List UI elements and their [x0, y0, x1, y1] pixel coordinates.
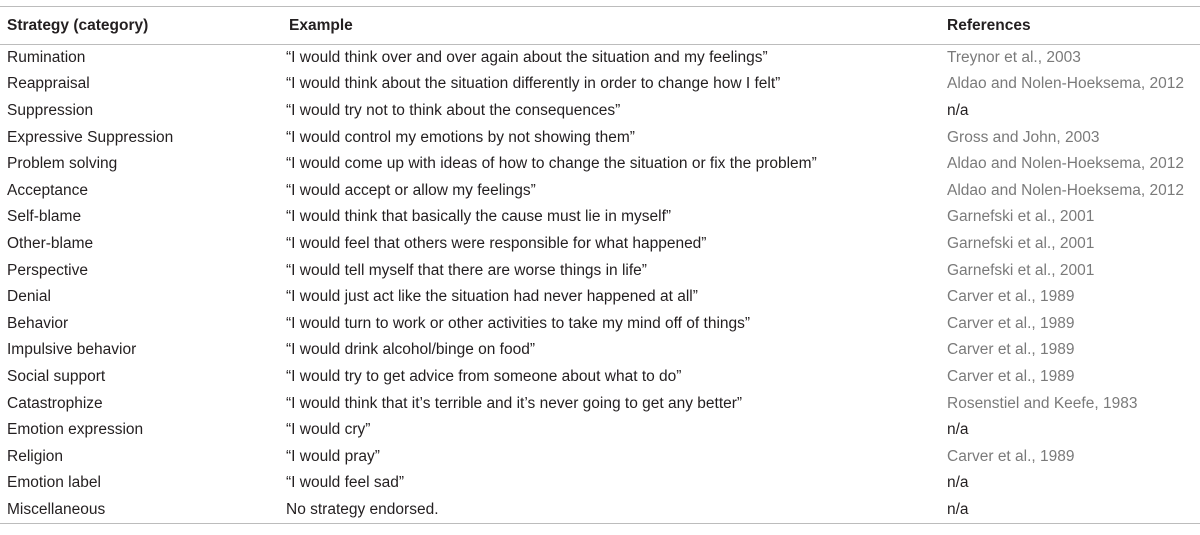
- reference-cell: Treynor et al., 2003: [947, 49, 1081, 67]
- example-cell: “I would think about the situation differently in order to change how I felt”: [286, 75, 781, 93]
- example-cell: No strategy endorsed.: [286, 500, 439, 518]
- table-header: [0, 7, 1200, 45]
- strategy-cell: Acceptance: [7, 181, 88, 199]
- header-example: Example: [282, 7, 946, 45]
- table-row: [0, 337, 1200, 364]
- table-row: [0, 470, 1200, 497]
- reference-cell: n/a: [947, 474, 969, 492]
- example-cell: “I would tell myself that there are worse things in life”: [286, 261, 647, 279]
- strategy-cell: Catastrophize: [7, 394, 103, 412]
- strategy-cell: Emotion expression: [7, 421, 144, 439]
- table-row: [0, 257, 1200, 284]
- reference-cell: Carver et al., 1989: [947, 447, 1075, 465]
- reference-cell: Aldao and Nolen-Hoeksema, 2012: [947, 155, 1184, 173]
- table-row: [0, 497, 1200, 524]
- reference-cell: Carver et al., 1989: [947, 367, 1075, 385]
- strategy-cell: Suppression: [7, 101, 94, 119]
- reference-cell: Garnefski et al., 2001: [947, 208, 1095, 226]
- strategy-cell: Miscellaneous: [7, 500, 106, 518]
- strategy-cell: Impulsive behavior: [7, 341, 137, 359]
- reference-cell: Aldao and Nolen-Hoeksema, 2012: [947, 181, 1184, 199]
- strategy-cell: Reappraisal: [7, 75, 90, 93]
- strategy-cell: Perspective: [7, 261, 88, 279]
- strategy-table: [0, 6, 1200, 524]
- strategy-cell: Expressive Suppression: [7, 128, 174, 146]
- example-cell: “I would pray”: [286, 447, 380, 465]
- table-row: [0, 390, 1200, 417]
- reference-cell: Garnefski et al., 2001: [947, 261, 1095, 279]
- example-cell: “I would control my emotions by not showing them”: [286, 128, 635, 146]
- example-cell: “I would cry”: [286, 421, 371, 439]
- header-row: [0, 7, 1200, 45]
- example-cell: “I would just act like the situation had never happened at all”: [286, 288, 698, 306]
- table-row: [0, 417, 1200, 444]
- reference-cell: Garnefski et al., 2001: [947, 234, 1095, 252]
- table-row: [0, 151, 1200, 178]
- header-references: References: [946, 7, 1200, 45]
- example-cell: “I would accept or allow my feelings”: [286, 181, 536, 199]
- reference-cell: n/a: [947, 500, 969, 518]
- table-row: [0, 284, 1200, 311]
- reference-cell: Carver et al., 1989: [947, 341, 1075, 359]
- reference-cell: Rosenstiel and Keefe, 1983: [947, 394, 1138, 412]
- reference-cell: n/a: [947, 421, 969, 439]
- example-cell: “I would try not to think about the consequences”: [286, 101, 621, 119]
- example-cell: “I would think that it’s terrible and it’s never going to get any better”: [286, 394, 743, 412]
- strategy-cell: Social support: [7, 367, 106, 385]
- example-cell: “I would feel sad”: [286, 474, 405, 492]
- table-row: [0, 231, 1200, 258]
- example-cell: “I would come up with ideas of how to change the situation or fix the problem”: [286, 155, 817, 173]
- strategy-cell: Emotion label: [7, 474, 101, 492]
- strategy-cell: Other-blame: [7, 234, 94, 252]
- table-row: [0, 204, 1200, 231]
- table-row: [0, 71, 1200, 98]
- table-body: [0, 45, 1200, 524]
- reference-cell: Carver et al., 1989: [947, 314, 1075, 332]
- reference-cell: Aldao and Nolen-Hoeksema, 2012: [947, 75, 1184, 93]
- example-cell: “I would think over and over again about the situation and my feelings”: [286, 49, 768, 67]
- header-strategy: Strategy (category): [0, 7, 282, 45]
- reference-cell: Gross and John, 2003: [947, 128, 1100, 146]
- example-cell: “I would feel that others were responsible for what happened”: [286, 234, 707, 252]
- strategy-cell: Problem solving: [7, 155, 118, 173]
- table-row: [0, 124, 1200, 151]
- example-cell: “I would try to get advice from someone about what to do”: [286, 367, 682, 385]
- table-row: [0, 45, 1200, 72]
- strategy-cell: Religion: [7, 447, 64, 465]
- table-row: [0, 364, 1200, 391]
- example-cell: “I would drink alcohol/binge on food”: [286, 341, 536, 359]
- strategy-cell: Rumination: [7, 49, 86, 67]
- strategy-cell: Self-blame: [7, 208, 82, 226]
- example-cell: “I would turn to work or other activities to take my mind off of things”: [286, 314, 751, 332]
- reference-cell: Carver et al., 1989: [947, 288, 1075, 306]
- table-row: [0, 98, 1200, 125]
- table-row: [0, 443, 1200, 470]
- example-cell: “I would think that basically the cause must lie in myself”: [286, 208, 672, 226]
- table-row: [0, 177, 1200, 204]
- strategy-cell: Behavior: [7, 314, 69, 332]
- strategy-cell: Denial: [7, 288, 51, 306]
- reference-cell: n/a: [947, 101, 969, 119]
- table-row: [0, 310, 1200, 337]
